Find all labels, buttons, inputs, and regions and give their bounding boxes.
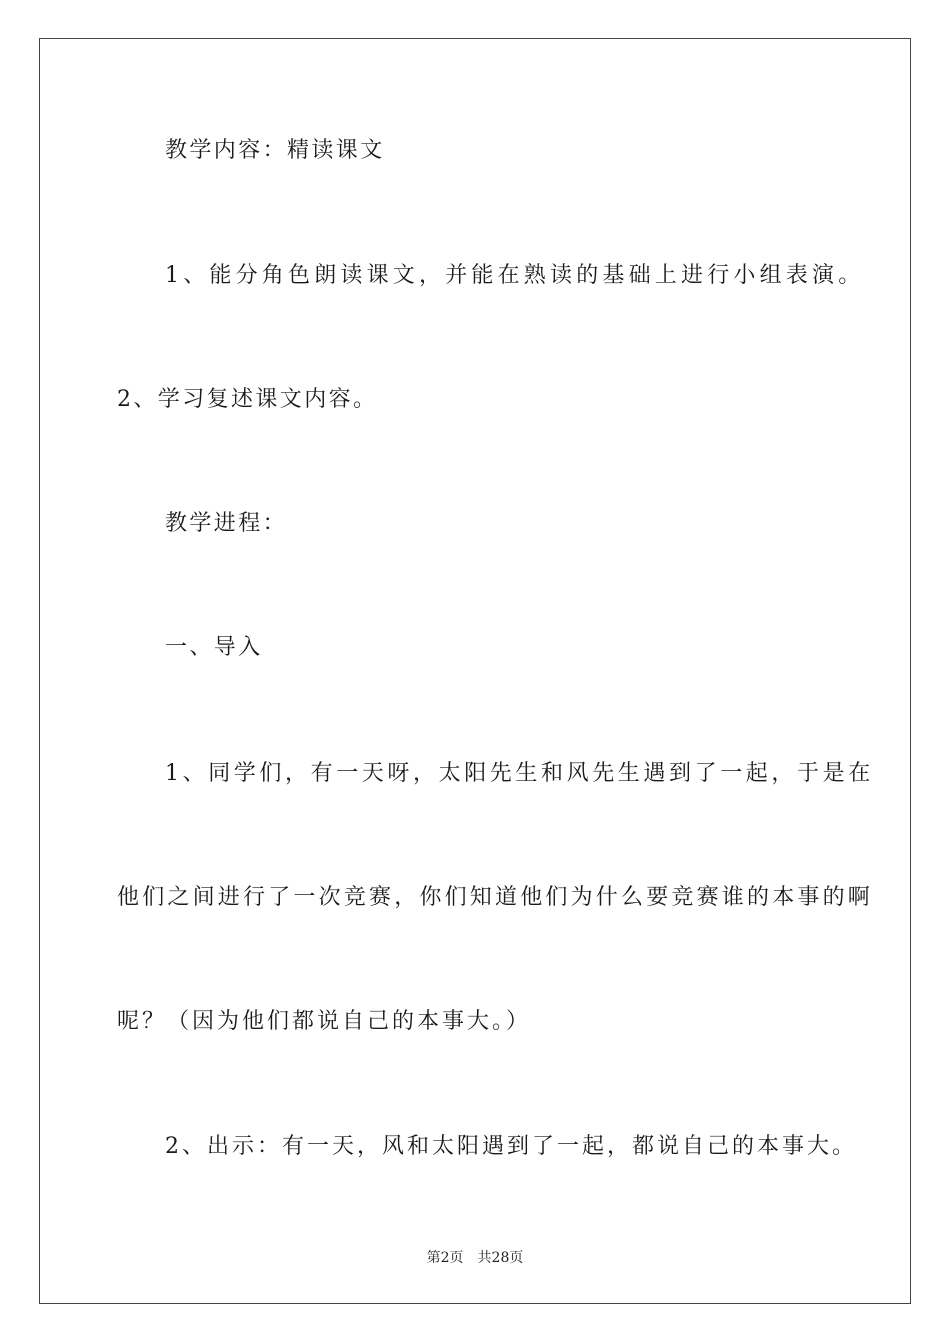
total-pages: 共28页 [477, 1250, 524, 1266]
text-line-step-1-part-1: 1、同学们，有一天呀，太阳先生和风先生遇到了一起，于是在 [165, 761, 874, 786]
text-line-teaching-process: 教学进程： [165, 511, 288, 536]
text-line-step-1-part-2: 他们之间进行了一次竞赛，你们知道他们为什么要竞赛谁的本事的啊 [117, 885, 874, 910]
text-line-teaching-content: 教学内容：精读课文 [165, 138, 385, 163]
page-border [39, 38, 911, 1304]
page-number: 第2页 [426, 1250, 464, 1266]
page-footer [0, 1249, 950, 1267]
text-line-section-intro: 一、导入 [165, 635, 263, 660]
text-line-objective-1: 1、能分角色朗读课文，并能在熟读的基础上进行小组表演。 [165, 263, 865, 288]
text-line-objective-2: 2、学习复述课文内容。 [117, 387, 378, 412]
text-line-step-2: 2、出示：有一天，风和太阳遇到了一起，都说自己的本事大。 [165, 1134, 857, 1159]
text-line-step-1-part-3: 呢？（因为他们都说自己的本事大。） [117, 1009, 532, 1034]
